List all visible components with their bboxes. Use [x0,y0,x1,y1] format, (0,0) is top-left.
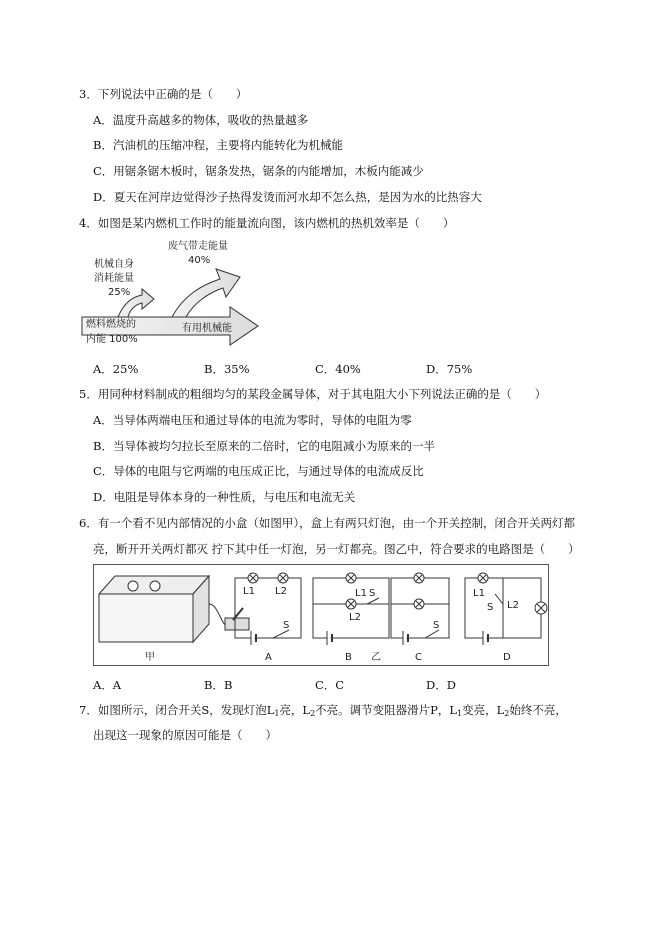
a-s-label: S [283,620,290,631]
switch-icon [225,618,249,630]
circuit-figure [93,564,549,666]
exhaust-label-2: 40% [188,255,211,266]
q5-option-d: D．电阻是导体本身的一种性质，与电压和电流无关 [93,490,356,504]
q7-stem-line1 [79,702,567,722]
b-l2-label: L2 [349,612,361,623]
mech-label-2: 消耗能量 [94,273,134,284]
q7-sub-4: 2 [504,709,510,718]
energy-flow-diagram [80,237,260,349]
fuel-label-1: 燃料燃烧的 [86,319,136,330]
q5-option-b: B．当导体被均匀拉长至原来的二倍时，它的电阻减小为原来的一半 [93,439,435,453]
q7-text-c: 不亮。调节变阻器滑片P，L [315,703,458,717]
useful-label: 有用机械能 [182,323,232,334]
label-d: D [503,652,511,663]
fuel-label-2: 内能 100% [86,334,138,345]
label-jia: 甲 [145,652,155,663]
q4-options [93,361,537,377]
exhaust-label-1: 废气带走能量 [168,241,228,252]
q7-sub-1: 1 [274,709,280,718]
q4-option-d: D．75% [426,362,473,376]
b-s-label: S [369,588,376,599]
q3-option-a: A．温度升高越多的物体，吸收的热量越多 [93,113,309,127]
c-s-label: S [433,620,440,631]
q5-stem: 5．用同种材料制成的粗细均匀的某段金属导体，对于其电阻大小下列说法正确的是（ ） [79,387,547,401]
q3-option-b: B．汽油机的压缩冲程，主要将内能转化为机械能 [93,138,343,152]
q6-option-c: C．C [315,678,345,692]
mech-label-3: 25% [108,287,131,298]
q4-stem: 4．如图是某内燃机工作时的能量流向图，该内燃机的热机效率是（ ） [79,216,455,230]
q7-sub-3: 1 [457,709,463,718]
mech-label-1: 机械自身 [94,259,134,270]
label-yi: 乙 [371,652,381,663]
q4-option-b: B．35% [204,362,250,376]
q7-stem-line2: 出现这一现象的原因可能是（ ） [93,728,277,742]
q3-option-d: D．夏天在河岸边觉得沙子热得发烫而河水却不怎么热，是因为水的比热容大 [93,190,482,204]
q7-text-d: 变亮，L [462,703,505,717]
q7-text-b: 亮，L [279,703,311,717]
q6-stem-line1: 6．有一个看不见内部情况的小盒（如图甲），盒上有两只灯泡，由一个开关控制，闭合开关两灯都 [79,516,576,530]
q3-stem: 3．下列说法中正确的是（ ） [79,87,248,101]
q5-option-a: A．当导体两端电压和通过导体的电流为零时，导体的电阻为零 [93,413,412,427]
q5-option-c: C．导体的电阻与它两端的电压成正比，与通过导体的电流成反比 [93,464,424,478]
q6-option-a: A．A [93,678,122,692]
q6-option-d: D．D [426,678,456,692]
label-b: B [345,652,352,663]
q7-sub-2: 2 [310,709,316,718]
bulb-icon [150,581,160,591]
d-s-label: S [487,602,494,613]
q6-option-b: B．B [204,678,233,692]
b-l1-label: L1 [355,588,367,599]
label-a: A [265,652,272,663]
d-l1-label: L1 [473,588,485,599]
q3-option-c: C．用锯条锯木板时，锯条发热，锯条的内能增加，木板内能减少 [93,164,424,178]
bulb-icon [128,581,138,591]
q7-text-a: 7．如图所示，闭合开关S，发现灯泡L [79,703,275,717]
label-c: C [415,652,422,663]
q6-stem-line2: 亮，断开开关两灯都灭 拧下其中任一灯泡，另一灯都亮。图乙中，符合要求的电路图是（ ） [93,542,580,556]
a-l2-label: L2 [275,586,287,597]
q4-option-a: A．25% [93,362,139,376]
q4-option-c: C．40% [315,362,361,376]
d-l2-label: L2 [507,600,519,611]
q6-options [93,677,537,693]
q7-text-e: 始终不亮， [509,703,567,717]
a-l1-label: L1 [243,586,255,597]
